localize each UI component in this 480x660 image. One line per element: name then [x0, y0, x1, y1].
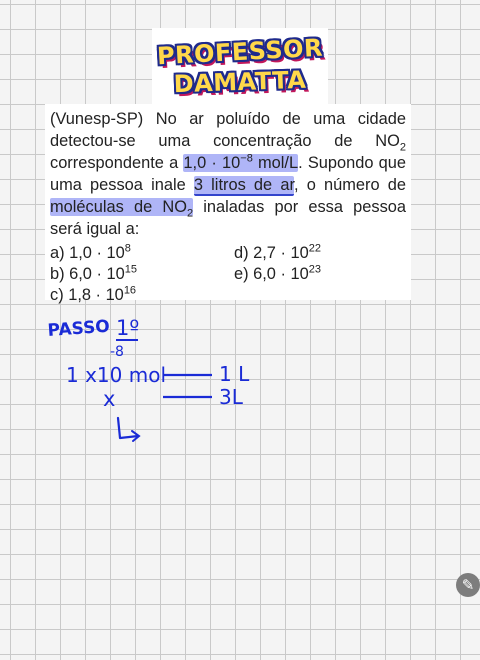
pencil-icon[interactable]: ✎	[456, 573, 480, 597]
highlight-air-volume: 3 litros de ar	[193, 176, 295, 194]
handwritten-exponent: -8	[110, 344, 124, 360]
logo-line-2: DAMATTA	[173, 65, 307, 99]
handwritten-row1-left: 1 x10 mol	[66, 363, 166, 387]
concentration-mantissa: 1,0 · 10	[183, 154, 241, 172]
option-a[interactable]: a) $1,0 \cdot 10^8$	[50, 242, 131, 262]
logo-line-1: PROFESSOR	[156, 33, 324, 71]
handwritten-step-number: 1º	[116, 316, 140, 340]
statement-part-3: . Supondo que uma pessoa inale	[50, 154, 406, 194]
handwritten-step-label: PASSO	[46, 316, 111, 341]
arrow-icon	[118, 418, 138, 438]
concentration-exponent: −8	[240, 152, 253, 165]
handwritten-row2-left: x	[103, 387, 116, 411]
option-e[interactable]: e) $6,0 \cdot 10^{23}$	[234, 263, 321, 283]
statement-part-2: correspondente a	[50, 154, 184, 172]
molecules-subscript: 2	[186, 207, 194, 220]
option-d[interactable]: d) $2,7 \cdot 10^{22}$	[234, 242, 321, 262]
statement-part-4: , o número de	[294, 176, 406, 194]
no2-subscript: 2	[399, 141, 406, 154]
option-c[interactable]: c) $1,8 \cdot 10^{16}$	[50, 284, 137, 304]
molecules-text: moléculas de NO	[50, 198, 187, 216]
handwritten-row2-right: 3L	[219, 385, 243, 409]
option-b[interactable]: b) $6,0 \cdot 10^{15}$	[50, 263, 137, 283]
handwritten-row1-right: 1 L	[219, 362, 250, 386]
statement-part-5: inaladas por essa pessoa será igual a:	[50, 198, 407, 238]
statement-part-1: (Vunesp-SP) No ar poluído de uma cidade detectou-se uma concentração de NO	[50, 110, 406, 150]
concentration-unit: mol/L	[252, 154, 299, 172]
